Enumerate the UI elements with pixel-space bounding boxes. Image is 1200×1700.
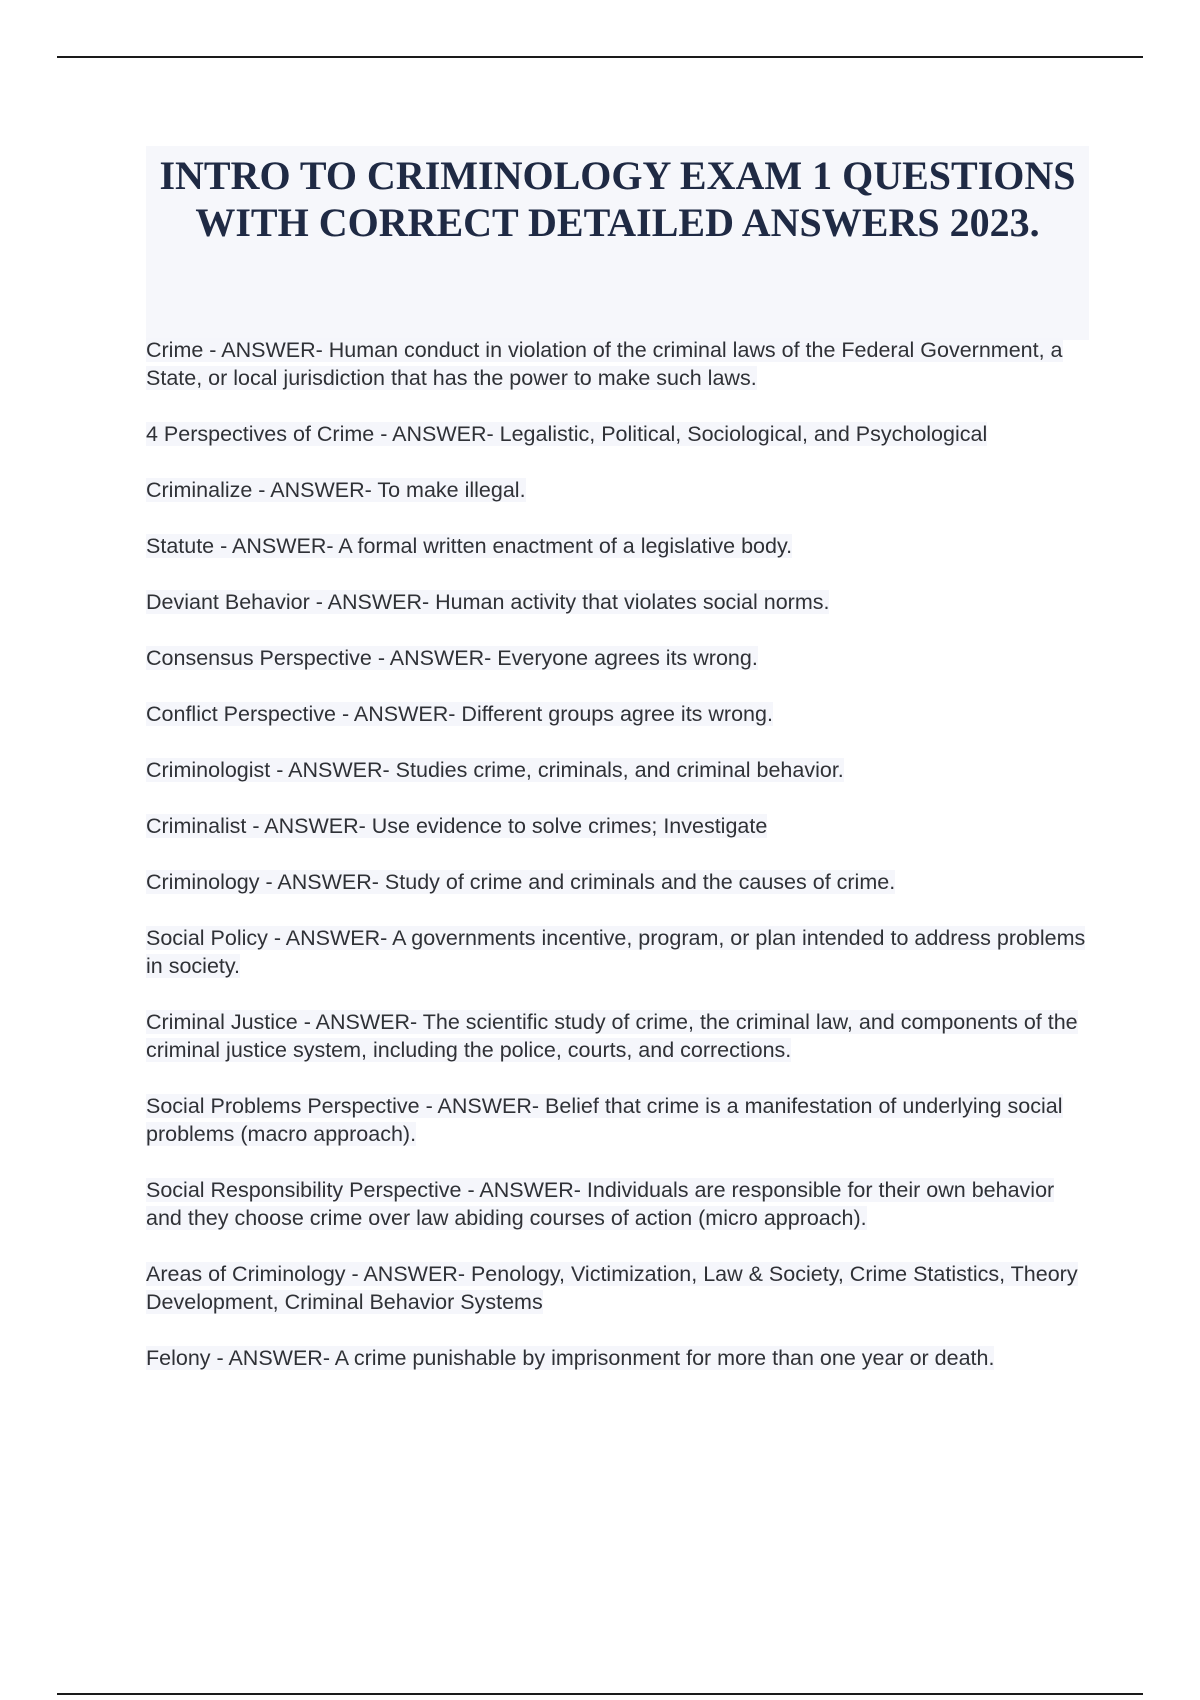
qa-entry [146,1092,1096,1148]
qa-entry [146,868,1096,896]
qa-text: Social Responsibility Perspective - ANSWER- Individuals are responsible for their own behavior and they choose crime over law abiding courses of action (micro approach). [146,1178,1055,1230]
qa-entry [146,476,1096,504]
qa-entry [146,1008,1096,1064]
qa-list [146,336,1096,1400]
document-title: INTRO TO CRIMINOLOGY EXAM 1 QUESTIONS WITH CORRECT DETAILED ANSWERS 2023. [159,153,1076,245]
qa-entry [146,588,1096,616]
qa-entry [146,924,1096,980]
qa-text: Criminal Justice - ANSWER- The scientific study of crime, the criminal law, and components of the criminal justice system, including the police, courts, and corrections. [146,1010,1078,1062]
qa-text: Criminology - ANSWER- Study of crime and criminals and the causes of crime. [146,870,896,894]
qa-text: Felony - ANSWER- A crime punishable by imprisonment for more than one year or death. [146,1346,995,1370]
qa-text: Statute - ANSWER- A formal written enactment of a legislative body. [146,534,793,558]
qa-entry [146,420,1096,448]
qa-text: Deviant Behavior - ANSWER- Human activity that violates social norms. [146,590,830,614]
qa-text: Criminologist - ANSWER- Studies crime, criminals, and criminal behavior. [146,758,844,782]
bottom-rule [57,1693,1143,1695]
qa-text: Conflict Perspective - ANSWER- Different groups agree its wrong. [146,702,773,726]
qa-text: Social Policy - ANSWER- A governments incentive, program, or plan intended to address problems in society. [146,926,1086,978]
qa-entry [146,336,1096,392]
qa-entry [146,700,1096,728]
qa-text: Consensus Perspective - ANSWER- Everyone agrees its wrong. [146,646,758,670]
qa-entry [146,756,1096,784]
qa-entry [146,1176,1096,1232]
qa-text: Crime - ANSWER- Human conduct in violation of the criminal laws of the Federal Government, a State, or local jurisdiction that has the power to make such laws. [146,338,1063,390]
top-rule [57,56,1143,58]
qa-entry [146,1260,1096,1316]
qa-text: Areas of Criminology - ANSWER- Penology, Victimization, Law & Society, Crime Statistics, Theory Development, Criminal Behavior Systems [146,1262,1078,1314]
qa-entry [146,644,1096,672]
title-banner [146,146,1089,340]
qa-entry [146,812,1096,840]
qa-text: Criminalize - ANSWER- To make illegal. [146,478,526,502]
qa-text: Social Problems Perspective - ANSWER- Belief that crime is a manifestation of underlying social problems (macro approach). [146,1094,1063,1146]
qa-text: Criminalist - ANSWER- Use evidence to solve crimes; Investigate [146,814,768,838]
qa-text: 4 Perspectives of Crime - ANSWER- Legalistic, Political, Sociological, and Psychological [146,422,988,446]
qa-entry [146,1344,1096,1372]
qa-entry [146,532,1096,560]
